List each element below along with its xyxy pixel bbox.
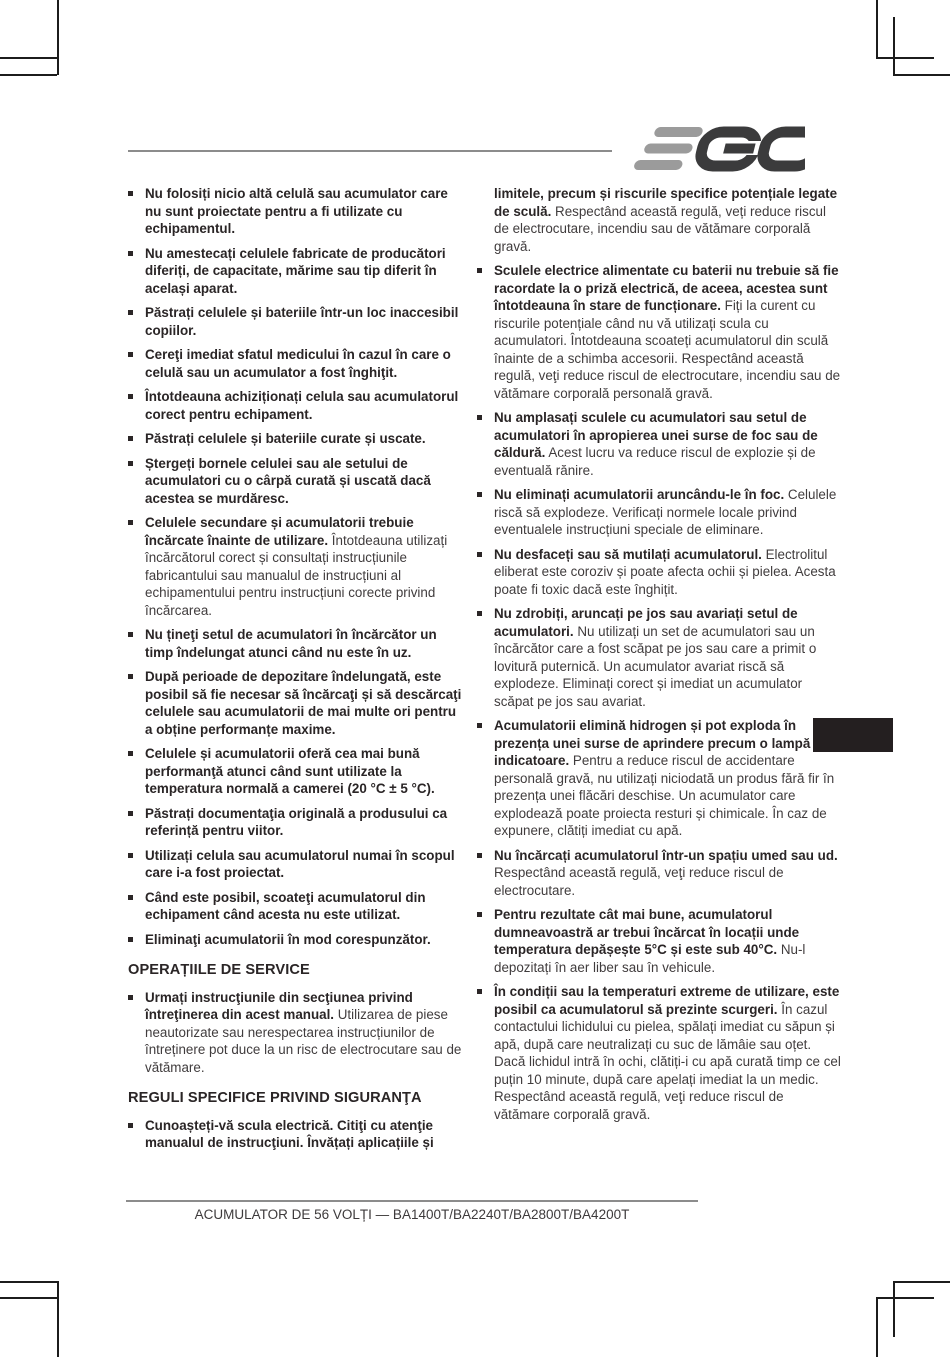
crop-mark-line (893, 1281, 895, 1337)
crop-mark-line (57, 0, 59, 75)
block-text (494, 717, 841, 840)
content-block (128, 745, 462, 798)
item-bold-text: Acumulatorii elimină hidrogen și pot exploda în prezența unei surse de aprindere precum o lampă indicatoare. (494, 718, 811, 768)
content-block (477, 906, 841, 976)
bullet-marker (477, 409, 494, 479)
bullet-marker (128, 388, 145, 423)
content-block (128, 931, 462, 949)
block-text (494, 486, 841, 539)
item-bold-text: OPERAȚIILE DE SERVICE (128, 962, 310, 978)
content-block (128, 1089, 462, 1108)
header-rule (128, 150, 612, 152)
bullet-marker (477, 847, 494, 900)
bullet-marker (128, 931, 145, 949)
item-bold-text: REGULI SPECIFICE PRIVIND SIGURANŢA (128, 1090, 422, 1106)
block-text (494, 983, 841, 1123)
ego-logo-icon (620, 126, 805, 172)
bullet-marker (128, 668, 145, 738)
block-text (145, 388, 462, 423)
item-bold-text: Nu amestecați celulele fabricate de producători diferiți, de capacitate, mărime sau tip diferit în același aparat. (145, 245, 446, 296)
bullet-marker (128, 346, 145, 381)
block-text (145, 245, 462, 298)
block-text (494, 906, 841, 976)
block-text (145, 805, 462, 840)
item-bold-text: Păstrați celulele și bateriile curate și uscate. (145, 431, 426, 446)
bullet-marker (128, 304, 145, 339)
crop-mark-line (893, 74, 950, 76)
bullet-marker (477, 262, 494, 402)
item-bold-text: După perioade de depozitare îndelungată, este posibil să fie necesar să încărcaţi și să descărcaţi celulele sau acumulatorii de mai multe ori pentru a obține performanțe maxime. (145, 669, 462, 737)
content-block (477, 847, 841, 900)
crop-mark-line (893, 1281, 950, 1283)
item-bold-text: Celulele secundare și acumulatorii trebuie încărcate înainte de utilizare. (145, 515, 414, 548)
bullet-marker (128, 626, 145, 661)
item-bold-text: Nu desfaceți sau să mutilați acumulatorul. (494, 546, 762, 562)
content-block (128, 245, 462, 298)
item-bold-text: În condiții sau la temperaturi extreme de utilizare, este posibil ca acumulatorul să prezinte scurgeri. (494, 984, 840, 1017)
content-block (128, 961, 462, 980)
item-bold-text: Celulele și acumulatorii oferă cea mai bună performanţă atunci când sunt utilizate la temperatura normală a camerei (20 °C ± 5 °C). (145, 746, 435, 796)
content-block (477, 546, 841, 599)
item-regular-text: Celulele riscă să explodeze. Verificați normele locale privind eventualele instrucțiuni speciale de eliminare. (494, 487, 837, 537)
content-block (128, 626, 462, 661)
bullet-marker (477, 906, 494, 976)
block-text (494, 185, 841, 255)
item-bold-text: Nu încărcați acumulatorul într-un spațiu umed sau ud. (494, 847, 838, 863)
block-text (145, 304, 462, 339)
bullet-marker (128, 430, 145, 448)
item-bold-text: Păstrați documentaţia originală a produsului ca referință pentru viitor. (145, 805, 448, 838)
content-block (128, 185, 462, 238)
block-text (494, 409, 841, 479)
content-block (128, 668, 462, 738)
item-regular-text: În cazul contactului lichidului cu pielea, spălați imediat cu săpun și apă, după care neutralizați cu suc de lămâie sau oțet. Dacă lichidul intră în ochi, clătiți-i cu apă curată timp ce cel puțin 10 minute, după care apelați imediat la un medic. Respectând această regulă, veţi reduce riscul de vătămare corporală gravă. (494, 1001, 841, 1122)
content-block (128, 989, 462, 1077)
item-regular-text: Electrolitul eliberat este coroziv și poate afecta ochii și pielea. Acesta poate fi toxic dacă este înghițit. (494, 546, 836, 597)
crop-mark-line (0, 1281, 57, 1283)
block-text (145, 1117, 462, 1152)
bullet-marker (477, 546, 494, 599)
block-text (494, 262, 841, 402)
bullet-marker (128, 989, 145, 1077)
block-text (145, 430, 462, 448)
block-text (128, 1089, 462, 1108)
bullet-marker (128, 745, 145, 798)
bullet-marker (128, 889, 145, 924)
content-block (477, 983, 841, 1123)
block-text (494, 847, 841, 900)
item-regular-text: Pentru a reduce riscul de accidentare personală gravă, nu utilizați niciodată un produs fără fir în prezența unei flăcări deschise. Un acumulator care explodează poate proiecta resturi și chimicale. În caz de expunere, clătiți imediat cu apă. (494, 753, 835, 838)
item-bold-text: Utilizați celula sau acumulatorul numai în scopul care i-a fost proiectat. (145, 847, 455, 880)
block-text (494, 546, 841, 599)
right-column (477, 185, 841, 1130)
crop-mark-line (57, 1281, 59, 1357)
bullet-marker (477, 605, 494, 710)
item-bold-text: Întotdeauna achiziționați celula sau acumulatorul corect pentru echipament. (145, 389, 459, 422)
content-block (128, 514, 462, 619)
item-bold-text: Nu folosiți nicio altă celulă sau acumulator care nu sunt proiectate pentru a fi utilizate cu echipamentul. (145, 186, 448, 236)
content-block (477, 486, 841, 539)
item-regular-text: Utilizarea de piese neautorizate sau nerespectarea instrucțiunilor de întreținere pot duce la un risc de electrocutare sau de vătămare. (145, 1007, 462, 1075)
item-bold-text: limitele, precum și riscurile specifice potențiale legate de sculă. (494, 186, 838, 219)
item-bold-text: Pentru rezultate cât mai bune, acumulatorul dumneavoastră ar trebui încărcat în locații unde temperatura depășește 5°C și este sub 40°C. (494, 907, 800, 957)
item-regular-text: Întotdeauna utilizați încărcătorul corect și consultați instrucțiunile fabricantului sau manualul de instrucțiuni al echipamentului pentru instrucțiuni corecte privind încărcarea. (145, 532, 448, 618)
bullet-marker (477, 185, 494, 255)
bullet-marker (128, 805, 145, 840)
content-block (128, 1117, 462, 1152)
block-text (145, 185, 462, 238)
item-bold-text: Nu țineţi setul de acumulatori în încărcător un timp îndelungat atunci când nu este în uz. (145, 627, 437, 660)
bullet-marker (128, 185, 145, 238)
item-regular-text: Acest lucru va reduce riscul de explozie și de eventuală rănire. (494, 445, 816, 478)
item-regular-text: Respectând această regulă, veți reduce riscul de electrocutare, incendiu sau de vătămare corporală gravă. (494, 203, 826, 254)
crop-mark-line (876, 0, 878, 58)
block-text (145, 931, 462, 949)
crop-mark-line (893, 17, 895, 75)
item-bold-text: Sculele electrice alimentate cu baterii nu trebuie să fie racordate la o priză electrică, de aceea, acestea sunt întotdeauna în stare de funcționare. (494, 263, 839, 313)
bullet-marker (477, 983, 494, 1123)
content-block (128, 455, 462, 508)
footer-title: ACUMULATOR DE 56 VOLȚI — BA1400T/BA2240T/BA2800T/BA4200T (194, 1207, 630, 1222)
left-column (128, 185, 462, 1159)
content-block (128, 346, 462, 381)
item-regular-text: Fiți la curent cu riscurile potențiale când nu vă utilizați scula cu acumulatori. Întotdeauna scoateți acumulatorul din sculă înainte de a schimba accesorii. Respectând această regulă, veţi reduce riscul de electrocutare, incendiu sau de vătămare corporală personală gravă. (494, 298, 841, 401)
content-block (477, 262, 841, 402)
item-bold-text: Când este posibil, scoateţi acumulatorul din echipament când acesta nu este utilizat. (145, 889, 426, 922)
bullet-marker (128, 514, 145, 619)
crop-mark-line (876, 1297, 878, 1357)
bullet-marker (128, 455, 145, 508)
content-block (128, 388, 462, 423)
crop-mark-line (0, 1297, 57, 1299)
item-bold-text: Nu zdrobiți, aruncați pe jos sau avariați setul de acumulatori. (494, 606, 798, 639)
block-text (145, 889, 462, 924)
bullet-marker (128, 245, 145, 298)
bullet-marker (477, 717, 494, 840)
crop-mark-line (876, 1297, 934, 1299)
footer-rule (126, 1200, 698, 1202)
item-bold-text: Urmați instrucţiunile din secţiunea privind întreţinerea din acest manual. (145, 989, 413, 1022)
item-bold-text: Cunoașteți-vă scula electrică. Citiţi cu atenţie manualul de instrucţiuni. Învățați aplicațiile și (145, 1117, 434, 1150)
block-text (145, 745, 462, 798)
content-block (128, 847, 462, 882)
item-bold-text: Nu amplasați sculele cu acumulatori sau setul de acumulatori în apropierea unei surse de foc sau de căldură. (494, 410, 818, 460)
bullet-marker (477, 486, 494, 539)
content-block (477, 717, 841, 840)
item-regular-text: Respectând această regulă, veţi reduce riscul de electrocutare. (494, 865, 784, 898)
item-regular-text: Nu utilizați un set de acumulatori sau un încărcător care a fost scăpat pe jos sau care a primit o lovitură puternică. Un acumulator avariat riscă să explodeze. Eliminați corect și imediat un acumulator scăpat pe jos sau avariat. (494, 623, 817, 709)
crop-mark-line (0, 57, 57, 59)
block-text (145, 668, 462, 738)
item-regular-text: Nu-l depozitați în aer liber sau în vehicule. (494, 942, 806, 975)
content-block (477, 185, 841, 255)
item-bold-text: Ștergeți bornele celulei sau ale setului de acumulatori cu o cârpă curată și uscată dacă acestea se murdăresc. (145, 455, 431, 506)
block-text (145, 514, 462, 619)
content-block (477, 605, 841, 710)
block-text (145, 626, 462, 661)
item-bold-text: Cereţi imediat sfatul medicului în cazul în care o celulă sau un acumulator a fost înghiţit. (145, 347, 451, 380)
content-block (128, 430, 462, 448)
block-text (128, 961, 462, 980)
item-bold-text: Nu eliminați acumulatorii aruncându-le în foc. (494, 487, 785, 502)
item-bold-text: Eliminaţi acumulatorii în mod corespunzător. (145, 931, 431, 947)
bullet-marker (128, 1117, 145, 1152)
content-block (477, 409, 841, 479)
block-text (145, 989, 462, 1077)
content-block (128, 889, 462, 924)
block-text (145, 847, 462, 882)
block-text (494, 605, 841, 710)
content-block (128, 304, 462, 339)
section-edge-tab (813, 718, 893, 752)
block-text (145, 455, 462, 508)
block-text (145, 346, 462, 381)
bullet-marker (128, 847, 145, 882)
crop-mark-line (0, 74, 57, 76)
item-bold-text: Păstrați celulele și bateriile într-un loc inaccesibil copiilor. (145, 305, 459, 338)
crop-mark-line (876, 57, 934, 59)
content-block (128, 805, 462, 840)
